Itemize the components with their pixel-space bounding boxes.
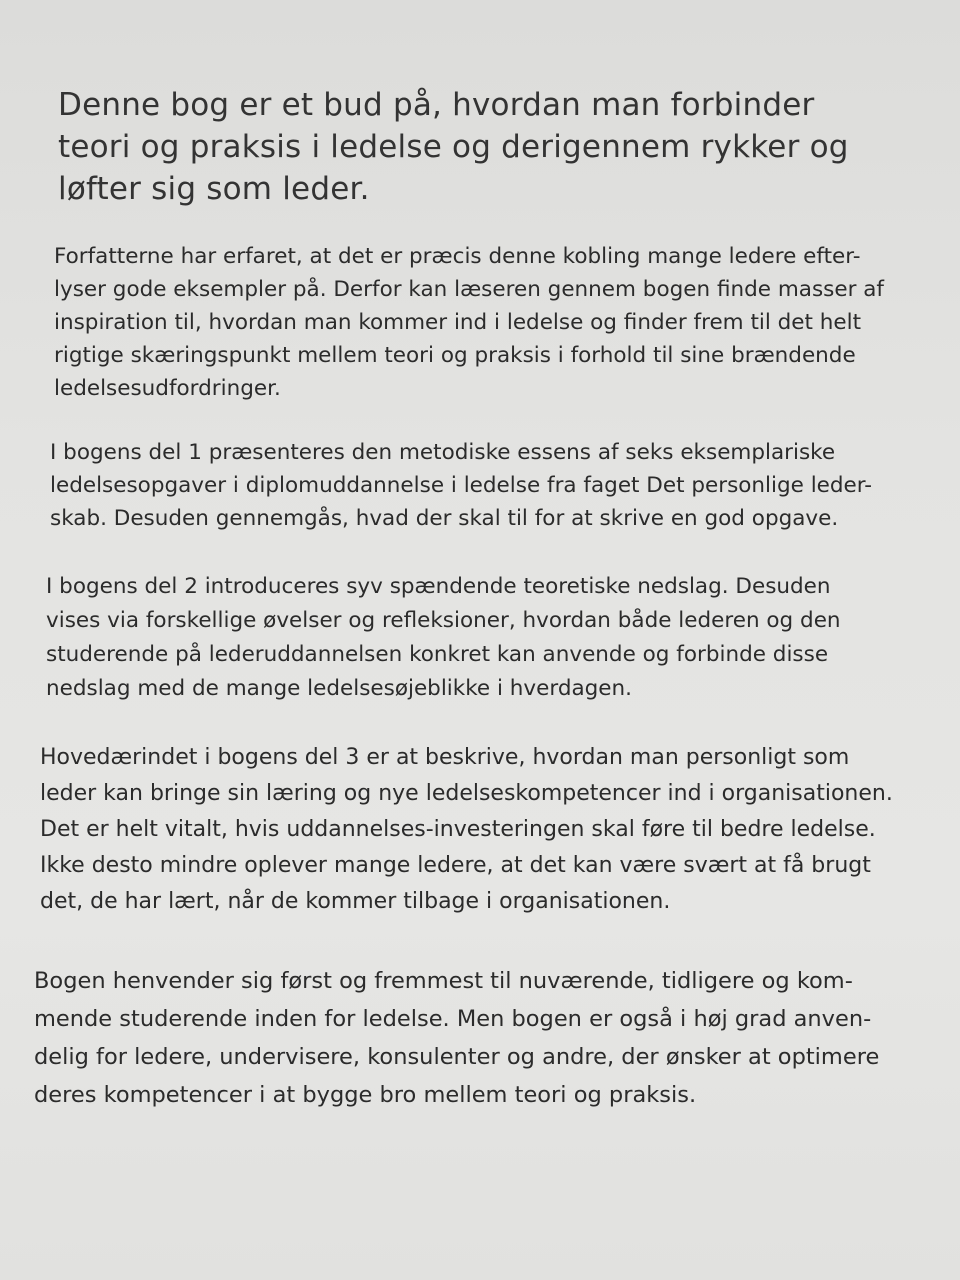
intro-line: Denne bog er et bud på, hvordan man forbinder [58,87,815,123]
intro-line: teori og praksis i ledelse og derigennem rykker og [58,129,849,165]
paragraph-part-2 [46,570,841,706]
paragraph-line: det, de har lært, når de kommer tilbage i organisationen. [40,889,671,914]
intro-line: løfter sig som leder. [58,171,370,207]
intro-heading [58,84,878,210]
paragraph-line: studerende på lederuddannelsen konkret kan anvende og forbinde disse [46,642,829,667]
paragraph-line: lyser gode eksempler på. Derfor kan læseren gennem bogen finde masser af [54,277,884,302]
paragraph-authors [54,240,884,405]
paragraph-line: rigtige skæringspunkt mellem teori og praksis i forhold til sine brændende [54,343,856,368]
paragraph-line: inspiration til, hvordan man kommer ind i ledelse og finder frem til det helt [54,310,862,335]
paragraph-line: Ikke desto mindre oplever mange ledere, at det kan være svært at få brugt [40,853,871,878]
paragraph-line: leder kan bringe sin læring og nye ledelseskompetencer ind i organisationen. [40,781,893,806]
paragraph-line: mende studerende inden for ledelse. Men bogen er også i høj grad anven- [34,1006,872,1032]
paragraph-audience [34,962,879,1114]
paragraph-line: deres kompetencer i at bygge bro mellem teori og praksis. [34,1082,697,1108]
paragraph-line: Det er helt vitalt, hvis uddannelses-investeringen skal føre til bedre ledelse. [40,817,876,842]
paragraph-line: Forfatterne har erfaret, at det er præcis denne kobling mange ledere efter- [54,244,861,269]
paragraph-line: ledelsesopgaver i diplomuddannelse i ledelse fra faget Det personlige leder- [50,473,873,498]
paragraph-line: skab. Desuden gennemgås, hvad der skal til for at skrive en god opgave. [50,506,839,531]
paragraph-line: delig for ledere, undervisere, konsulenter og andre, der ønsker at optimere [34,1044,880,1070]
paragraph-part-1 [50,436,872,535]
paragraph-line: Hovedærindet i bogens del 3 er at beskrive, hvordan man personligt som [40,745,850,770]
paragraph-line: nedslag med de mange ledelsesøjeblikke i hverdagen. [46,676,632,701]
paragraph-line: I bogens del 2 introduceres syv spændende teoretiske nedslag. Desuden [46,574,831,599]
paragraph-line: ledelsesudfordringer. [54,376,281,401]
paragraph-line: I bogens del 1 præsenteres den metodiske essens af seks eksemplariske [50,440,836,465]
paragraph-line: vises via forskellige øvelser og refleksioner, hvordan både lederen og den [46,608,841,633]
paragraph-line: Bogen henvender sig først og fremmest til nuværende, tidligere og kom- [34,968,853,994]
paragraph-part-3 [40,740,893,920]
